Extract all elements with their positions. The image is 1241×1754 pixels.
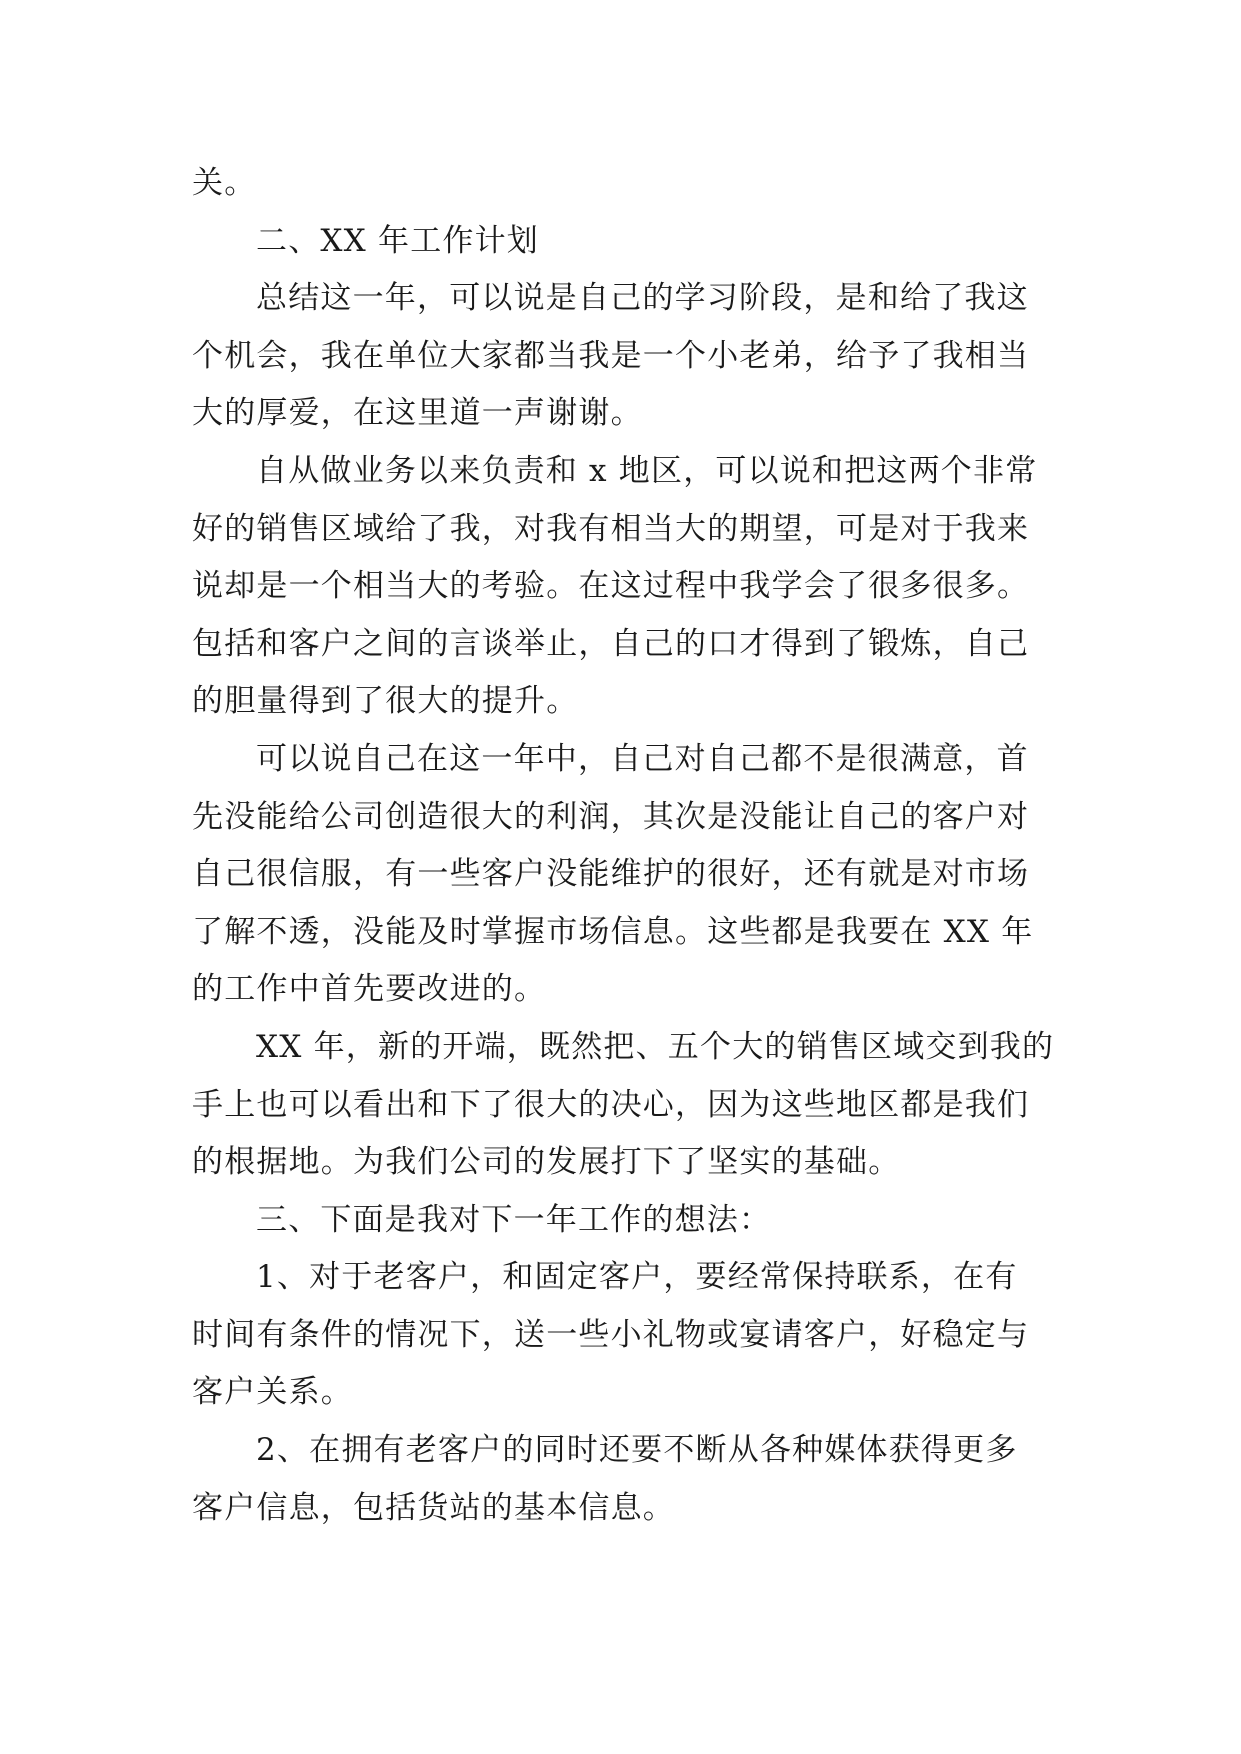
text-line: 关。 [192, 165, 257, 201]
text-line: 客户信息，包括货站的基本信息。 [192, 1489, 675, 1526]
text-line: 三、下面是我对下一年工作的想法： [256, 1201, 772, 1238]
document-body [192, 155, 1064, 1537]
text-line: 大的厚爱，在这里道一声谢谢。 [192, 395, 643, 432]
text-line: 了解不透，没能及时掌握市场信息。这些都是我要在 XX 年 [192, 913, 1034, 950]
text-line: 手上也可以看出和下了很大的决心，因为这些地区都是我们 [192, 1086, 1030, 1123]
text-line: 自从做业务以来负责和 x 地区，可以说和把这两个非常 [256, 452, 1038, 489]
text-line: 总结这一年，可以说是自己的学习阶段，是和给了我这 [256, 280, 1029, 317]
text-line: XX 年，新的开端，既然把、五个大的销售区域交到我的 [256, 1028, 1055, 1065]
text-line: 二、XX 年工作计划 [256, 222, 539, 259]
text-line: 好的销售区域给了我，对我有相当大的期望，可是对于我来 [192, 510, 1030, 547]
text-line: 1、对于老客户，和固定客户，要经常保持联系，在有 [256, 1259, 1018, 1296]
text-line: 可以说自己在这一年中，自己对自己都不是很满意，首 [256, 740, 1029, 777]
text-line: 的根据地。为我们公司的发展打下了坚实的基础。 [192, 1144, 901, 1181]
text-line: 的胆量得到了很大的提升。 [192, 683, 579, 720]
text-line: 先没能给公司创造很大的利润，其次是没能让自己的客户对 [192, 798, 1030, 835]
text-line: 时间有条件的情况下，送一些小礼物或宴请客户，好稳定与 [192, 1316, 1030, 1353]
text-line: 包括和客户之间的言谈举止，自己的口才得到了锻炼，自己 [192, 625, 1030, 662]
text-line: 客户关系。 [192, 1374, 353, 1411]
text-line: 个机会，我在单位大家都当我是一个小老弟，给予了我相当 [192, 337, 1030, 374]
text-line: 说却是一个相当大的考验。在这过程中我学会了很多很多。 [192, 568, 1030, 605]
text-line: 的工作中首先要改进的。 [192, 971, 547, 1008]
text-line: 自己很信服，有一些客户没能维护的很好，还有就是对市场 [192, 856, 1030, 893]
text-line: 2、在拥有老客户的同时还要不断从各种媒体获得更多 [256, 1432, 1018, 1469]
